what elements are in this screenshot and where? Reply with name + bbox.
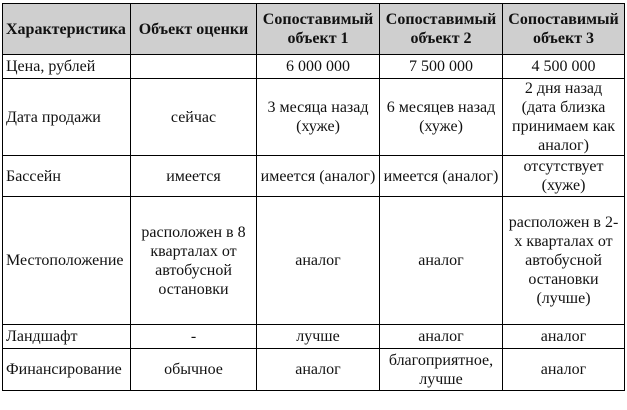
- table-row-landscape: [3, 325, 625, 349]
- cell-comparable-3: 2 дня назад (дата близка принимаем как аналог): [503, 79, 625, 156]
- cell-subject: -: [131, 325, 257, 349]
- row-label: Дата продажи: [3, 79, 131, 156]
- cell-comparable-1: имеется (аналог): [257, 156, 380, 197]
- cell-subject: обычное: [131, 349, 257, 391]
- table-row-price: [3, 55, 625, 79]
- row-label: Местоположение: [3, 197, 131, 325]
- cell-subject: [131, 55, 257, 79]
- header-comparable-3: Сопоставимый объект 3: [503, 4, 625, 55]
- cell-comparable-3: аналог: [503, 325, 625, 349]
- table-row-location: [3, 197, 625, 325]
- cell-comparable-3: отсутствует (хуже): [503, 156, 625, 197]
- cell-comparable-3: расположен в 2-х кварталах от автобусной остановки (лучше): [503, 197, 625, 325]
- cell-comparable-3: 4 500 000: [503, 55, 625, 79]
- table-row-sale-date: [3, 79, 625, 156]
- cell-comparable-2: аналог: [380, 325, 503, 349]
- table-row-pool: [3, 156, 625, 197]
- cell-comparable-1: лучше: [257, 325, 380, 349]
- cell-subject: сейчас: [131, 79, 257, 156]
- row-label: Финансирование: [3, 349, 131, 391]
- table-row-financing: [3, 349, 625, 391]
- header-subject: Объект оценки: [131, 4, 257, 55]
- cell-comparable-1: аналог: [257, 197, 380, 325]
- header-comparable-1: Сопоставимый объект 1: [257, 4, 380, 55]
- cell-comparable-1: 6 000 000: [257, 55, 380, 79]
- row-label: Ландшафт: [3, 325, 131, 349]
- cell-subject: имеется: [131, 156, 257, 197]
- row-label: Цена, рублей: [3, 55, 131, 79]
- header-comparable-2: Сопоставимый объект 2: [380, 4, 503, 55]
- cell-comparable-2: аналог: [380, 197, 503, 325]
- cell-comparable-1: 3 месяца назад (хуже): [257, 79, 380, 156]
- cell-comparable-3: аналог: [503, 349, 625, 391]
- cell-comparable-1: аналог: [257, 349, 380, 391]
- cell-comparable-2: 6 месяцев назад (хуже): [380, 79, 503, 156]
- row-label: Бассейн: [3, 156, 131, 197]
- cell-comparable-2: 7 500 000: [380, 55, 503, 79]
- header-row: [3, 4, 625, 55]
- comparison-table: [2, 3, 625, 391]
- cell-comparable-2: благоприятное, лучше: [380, 349, 503, 391]
- cell-comparable-2: имеется (аналог): [380, 156, 503, 197]
- cell-subject: расположен в 8 кварталах от автобусной остановки: [131, 197, 257, 325]
- header-characteristic: Характеристика: [3, 4, 131, 55]
